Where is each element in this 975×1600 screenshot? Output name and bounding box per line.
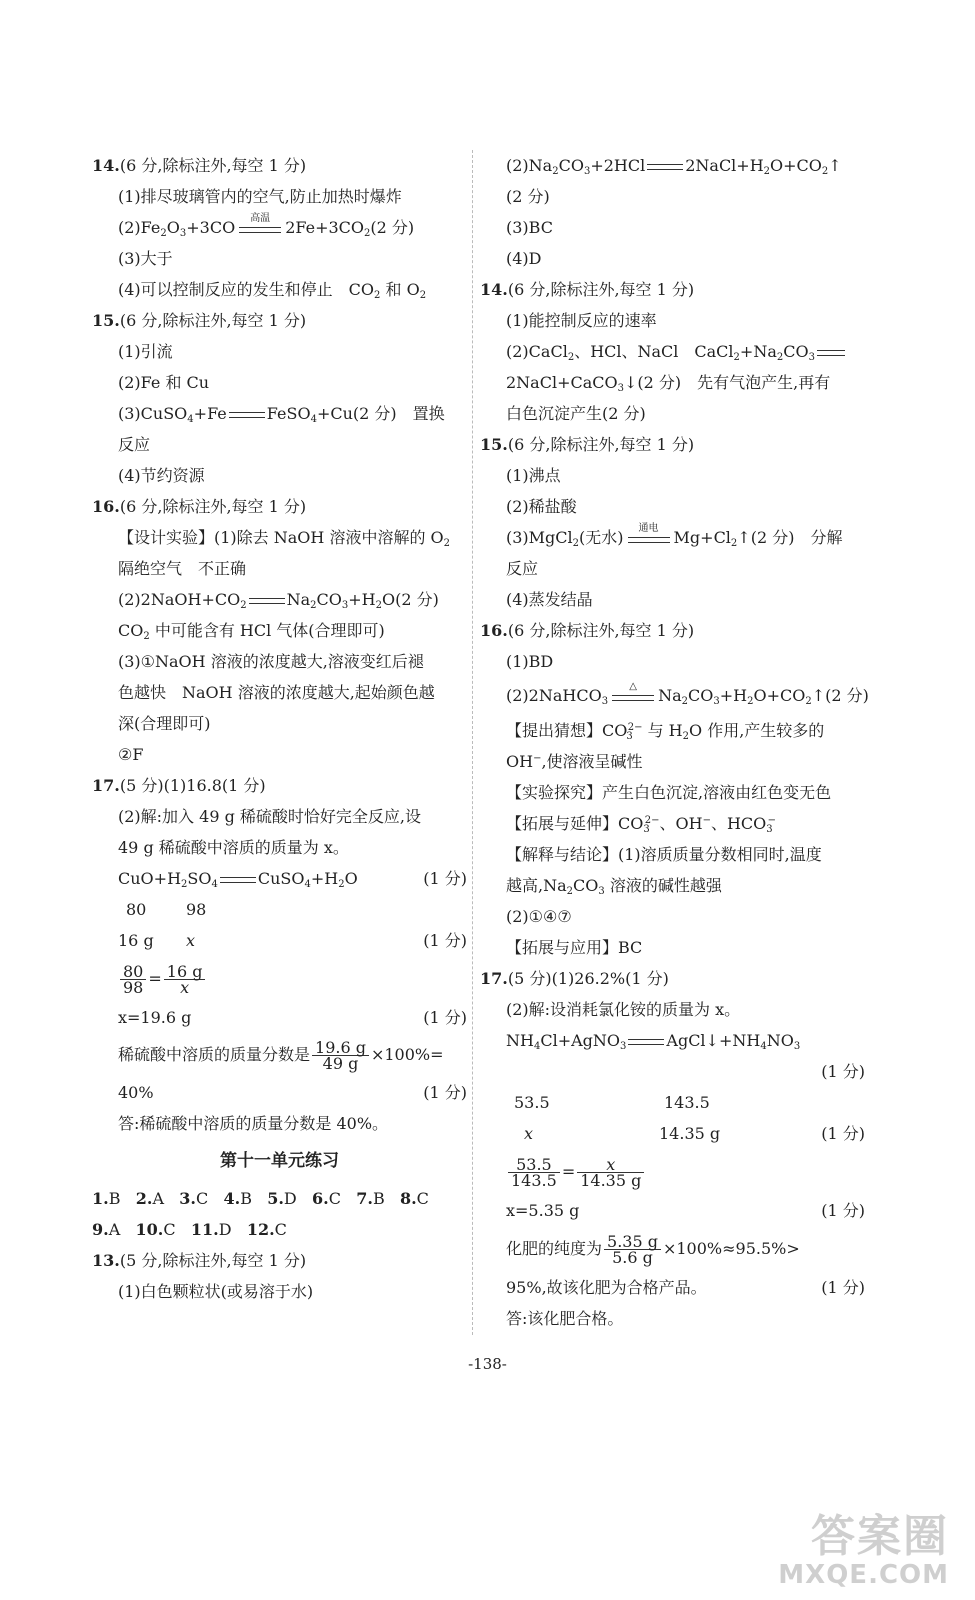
q16-line-6: 色越快 NaOH 溶液的浓度越大,起始颜色越 — [118, 683, 435, 702]
q15-answer-3: (3)CuSO$_4$+Fe FeSO$_4$+Cu(2 分) 置换 — [118, 404, 445, 425]
unit-title: 第十一单元练习 — [220, 1151, 339, 1171]
left-column — [92, 150, 467, 1307]
q16-line-7: 深(合理即可) — [118, 714, 211, 733]
q16-line-3: $(2)2NaOH+CO_2$ $Na_2CO_3+H_2O(2$ 分) — [118, 590, 439, 611]
q17-proportion: $\frac{80}{98}$ = $\frac{16 g}{x}$ — [92, 956, 467, 1002]
r-q17-given: x 14.35 g (1 分) — [524, 1124, 865, 1143]
r-q17-purity-cont: 95%,故该化肥为合格产品。 (1 分) — [506, 1278, 865, 1297]
r-q17-line-1: (2)解:设消耗氯化铵的质量为 x。 — [506, 1000, 741, 1019]
mc-answers-row-1: 1.B 2.A 3.C 4.B 5.D 6.C 7.B 8.C — [92, 1189, 429, 1208]
r-q14-answer-2: (2)CaCl$_2$、HCl、NaCl $CaCl_2+Na_2CO_3$ — [480, 336, 865, 367]
watermark-line-2: MXQE.COM — [778, 1560, 949, 1590]
q16-header: 16.(6 分,除标注外,每空 1 分) — [92, 497, 307, 516]
r-q17-masses: 53.5 143.5 — [514, 1093, 710, 1112]
q17-given: 16 g x (1 分) — [118, 931, 467, 950]
r-q14-answer-2-cont: 2NaCl+CaCO$_3$↓(2 分) 先有气泡产生,再有 — [506, 373, 831, 394]
r-q16-application: 【拓展与应用】BC — [506, 938, 643, 957]
r-q16-conclusion-1-cont: 越高$,Na_2CO_3$ 溶液的碱性越强 — [506, 876, 722, 897]
right-column — [480, 150, 869, 1334]
q17-header: 17.(5 分)(1)16.8(1 分) — [92, 776, 266, 795]
r-q15-answer-4: (4)蒸发结晶 — [506, 590, 593, 609]
page-number: -138- — [468, 1355, 507, 1373]
q16-line-5: (3)①NaOH 溶液的浓度越大,溶液变红后褪 — [118, 652, 424, 671]
r-q15-answer-3-cont: 反应 — [506, 559, 539, 578]
q15-answer-1: (1)引流 — [118, 342, 173, 361]
q14-header: 14.(6 分,除标注外,每空 1 分) — [92, 156, 307, 175]
r-q15-answer-3: (3)MgCl$_2$(无水) 通电 $Mg+Cl_2↑(2$ 分) 分解 — [506, 522, 843, 549]
q17-equation: $CuO+H_2SO_4$ $CuSO_4+H_2O$ (1 分) — [118, 869, 467, 890]
q15-answer-3-cont: 反应 — [118, 435, 151, 454]
q13-answer-4: (4)D — [506, 249, 542, 268]
q15-header: 15.(6 分,除标注外,每空 1 分) — [92, 311, 307, 330]
q14-answer-1: (1)排尽玻璃管内的空气,防止加热时爆炸 — [118, 187, 402, 206]
q13-answer-2-score: (2 分) — [506, 187, 550, 206]
q16-line-8: ②F — [118, 745, 144, 764]
q13-answer-3: (3)BC — [506, 218, 553, 237]
q17-line-1: (2)解:加入 49 g 稀硫酸时恰好完全反应,设 — [118, 807, 422, 826]
r-q14-header: 14.(6 分,除标注外,每空 1 分) — [480, 280, 695, 299]
q17-line-2: 49 g 稀硫酸中溶质的质量为 x。 — [118, 838, 349, 857]
r-q14-answer-2-end: 白色沉淀产生(2 分) — [506, 404, 646, 423]
watermark-line-1: 答案圈 — [811, 1511, 949, 1562]
q14-answer-2: $(2)Fe_2O_3+3CO$ 高温 $2Fe+3CO_2(2$ 分) — [118, 212, 415, 239]
q14-answer-4: (4)可以控制反应的发生和停止 $CO_2$ 和 $O_2$ — [118, 280, 427, 301]
r-q17-header: 17.(5 分)(1)26.2%(1 分) — [480, 969, 669, 988]
r-q16-answer-2: (2)2NaHCO$_3$ △ $Na_2CO_3+H_2O+CO_2↑(2$ 分) — [506, 680, 869, 707]
r-q16-experiment: 【实验探究】产生白色沉淀,溶液由红色变无色 — [506, 783, 832, 802]
q16-line-4: $CO_2$ 中可能含有 HCl 气体(合理即可) — [118, 621, 385, 642]
r-q16-guess-2: OH−,使溶液呈碱性 — [506, 752, 643, 771]
r-q15-answer-1: (1)沸点 — [506, 466, 561, 485]
r-q17-score-1: (1 分) — [821, 1062, 865, 1081]
q15-answer-4: (4)节约资源 — [118, 466, 205, 485]
q17-masses: 80 98 — [126, 900, 207, 919]
q16-line-1: 【设计实验】(1)除去 NaOH 溶液中溶解的 $O_2$ — [118, 528, 451, 549]
mc-answers-row-2: 9.A 10.C 11.D 12.C — [92, 1220, 287, 1239]
r-q17-answer: 答:该化肥合格。 — [506, 1309, 624, 1328]
q17-result: x=19.6 g (1 分) — [118, 1008, 467, 1027]
r-q17-equation: $NH_4Cl+AgNO_3$ $AgCl↓+NH_4NO_3$ — [506, 1031, 801, 1052]
r-q16-conclusion-1: 【解释与结论】(1)溶质质量分数相同时,温度 — [506, 845, 822, 864]
r-q16-header: 16.(6 分,除标注外,每空 1 分) — [480, 621, 695, 640]
r-q16-answer-1: (1)BD — [506, 652, 554, 671]
r-q16-extension: 【拓展与延伸】$CO_3^{2-}$、OH−、$HCO_3^-$ — [506, 814, 777, 835]
r-q16-conclusion-2: (2)①④⑦ — [506, 907, 572, 926]
q13-header: 13.(5 分,除标注外,每空 1 分) — [92, 1251, 307, 1270]
q17-percentage-result: 40% (1 分) — [118, 1083, 467, 1102]
r-q14-answer-1: (1)能控制反应的速率 — [506, 311, 657, 330]
q17-percentage: 稀硫酸中溶质的质量分数是 $\frac{19.6 g}{49 g}$ ×100%= — [118, 1038, 444, 1073]
r-q16-guess-1: 【提出猜想】$CO_3^{2-}$ 与 $H_2O$ 作用,产生较多的 — [506, 721, 825, 742]
q14-answer-3: (3)大于 — [118, 249, 173, 268]
r-q17-result: x=5.35 g (1 分) — [506, 1201, 865, 1220]
watermark-logo — [727, 1500, 957, 1590]
q16-line-2: 隔绝空气 不正确 — [118, 559, 247, 578]
r-q17-proportion: $\frac{53.5}{143.5}$ = $\frac{x}{14.35 g}$ — [480, 1149, 865, 1195]
column-divider — [472, 150, 474, 1335]
r-q17-purity: 化肥的纯度为 $\frac{5.35 g}{5.6 g}$ ×100%≈95.5%> — [506, 1232, 800, 1267]
q17-answer: 答:稀硫酸中溶质的质量分数是 40%。 — [118, 1114, 389, 1133]
q13-answer-1: (1)白色颗粒状(或易溶于水) — [118, 1282, 314, 1301]
q13-answer-2: $(2)Na_2CO_3+2HCl$ $2NaCl+H_2O+CO_2↑$ — [506, 156, 842, 177]
q15-answer-2: (2)Fe 和 Cu — [118, 373, 210, 392]
r-q15-answer-2: (2)稀盐酸 — [506, 497, 577, 516]
r-q15-header: 15.(6 分,除标注外,每空 1 分) — [480, 435, 695, 454]
